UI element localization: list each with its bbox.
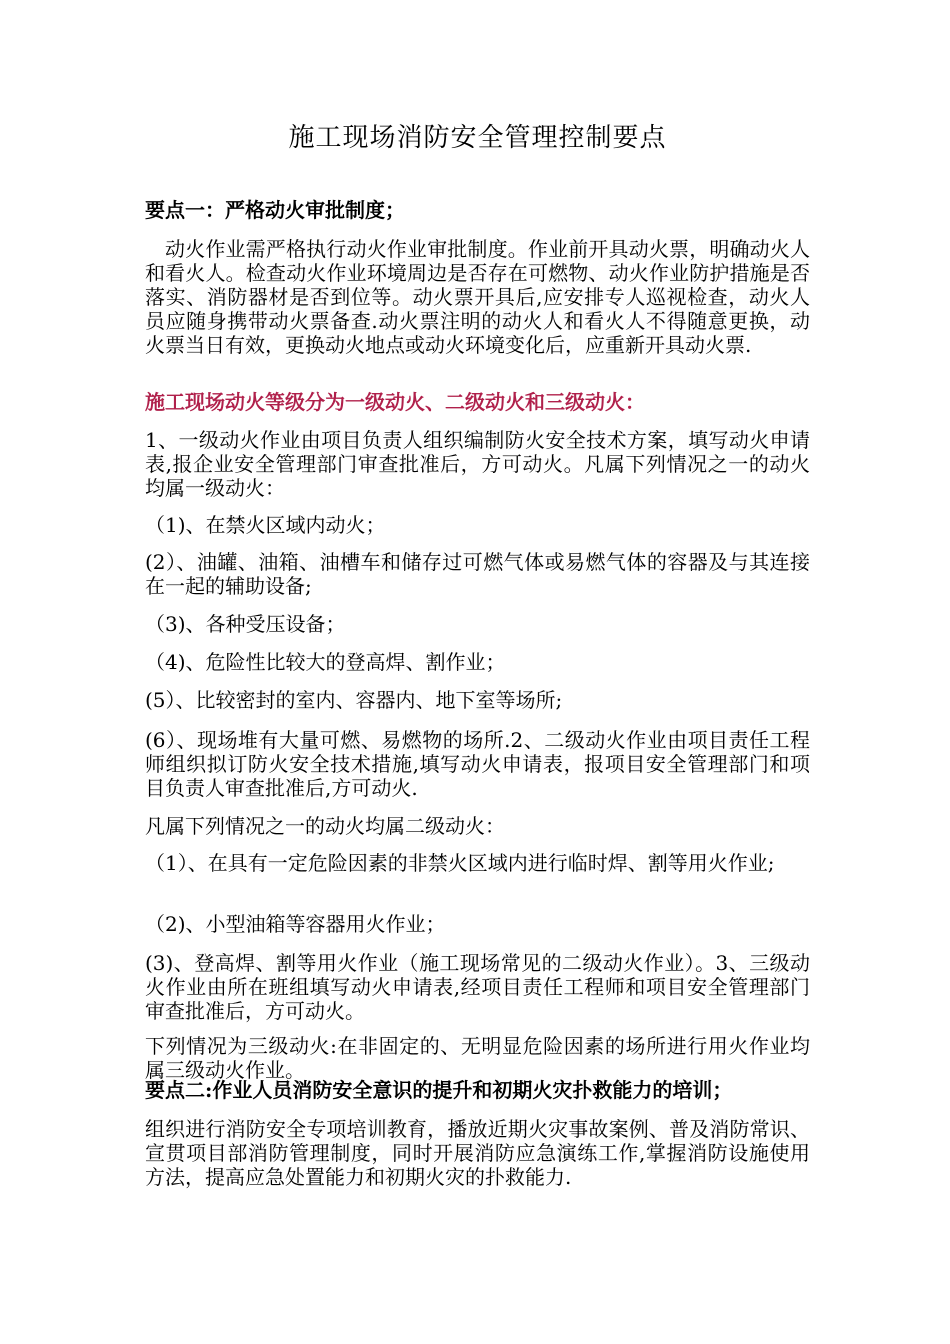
level2-item: (3)、登高焊、割等用火作业（施工现场常见的二级动火作业）。3、三级动火作业由所在班组填写动火申请表,经项目责任工程师和项目安全管理部门审查批准后，方可动火。 <box>145 951 810 1023</box>
section2-paragraph: 组织进行消防安全专项培训教育，播放近期火灾事故案例、普及消防常识、宣贯项目部消防管理制度，同时开展消防应急演练工作,掌握消防设施使用方法，提高应急处置能力和初期火灾的扑救能力. <box>145 1117 810 1189</box>
level2-intro: 凡属下列情况之一的动火均属二级动火： <box>145 814 505 838</box>
level1-item: (6）、现场堆有大量可燃、易燃物的场所.2、二级动火作业由项目责任工程师组织拟订防火安全技术措施,填写动火申请表，报项目安全管理部门和项目负责人审查批准后,方可动火. <box>145 728 810 800</box>
level1-item: （3)、各种受压设备； <box>145 612 346 636</box>
document-title: 施工现场消防安全管理控制要点 <box>288 123 667 153</box>
section1-heading: 要点一：严格动火审批制度； <box>145 198 405 222</box>
level2-item: （1）、在具有一定危险因素的非禁火区域内进行临时焊、割等用火作业; <box>145 851 775 875</box>
level3-text: 下列情况为三级动火:在非固定的、无明显危险因素的场所进行用火作业均属三级动火作业。 <box>145 1034 810 1082</box>
level2-item: （2)、小型油箱等容器用火作业； <box>145 912 446 936</box>
fire-level-subheading: 施工现场动火等级分为一级动火、二级动火和三级动火： <box>145 390 645 414</box>
section2-heading: 要点二:作业人员消防安全意识的提升和初期火灾扑救能力的培训； <box>145 1078 733 1102</box>
level1-item: （1)、在禁火区域内动火； <box>145 513 386 537</box>
section1-paragraph: 动火作业需严格执行动火作业审批制度。作业前开具动火票，明确动火人和看火人。检查动火作业环境周边是否存在可燃物、动火作业防护措施是否落实、消防器材是否到位等。动火票开具后,应安排专人巡视检查，动火人员应随身携带动火票备查.动火票注明的动火人和看火人不得随意更换，动火票当日有效，更换动火地点或动火环境变化后，应重新开具动火票. <box>145 237 810 357</box>
level1-item: (5）、比较密封的室内、容器内、地下室等场所; <box>145 688 563 712</box>
level1-intro: 1、一级动火作业由项目负责人组织编制防火安全技术方案，填写动火申请表,报企业安全管理部门审查批准后，方可动火。凡属下列情况之一的动火均属一级动火： <box>145 428 810 500</box>
level1-item: （4)、危险性比较大的登高焊、割作业； <box>145 650 506 674</box>
level1-item: (2）、油罐、油箱、油槽车和储存过可燃气体或易燃气体的容器及与其连接在一起的辅助设备; <box>145 550 810 598</box>
